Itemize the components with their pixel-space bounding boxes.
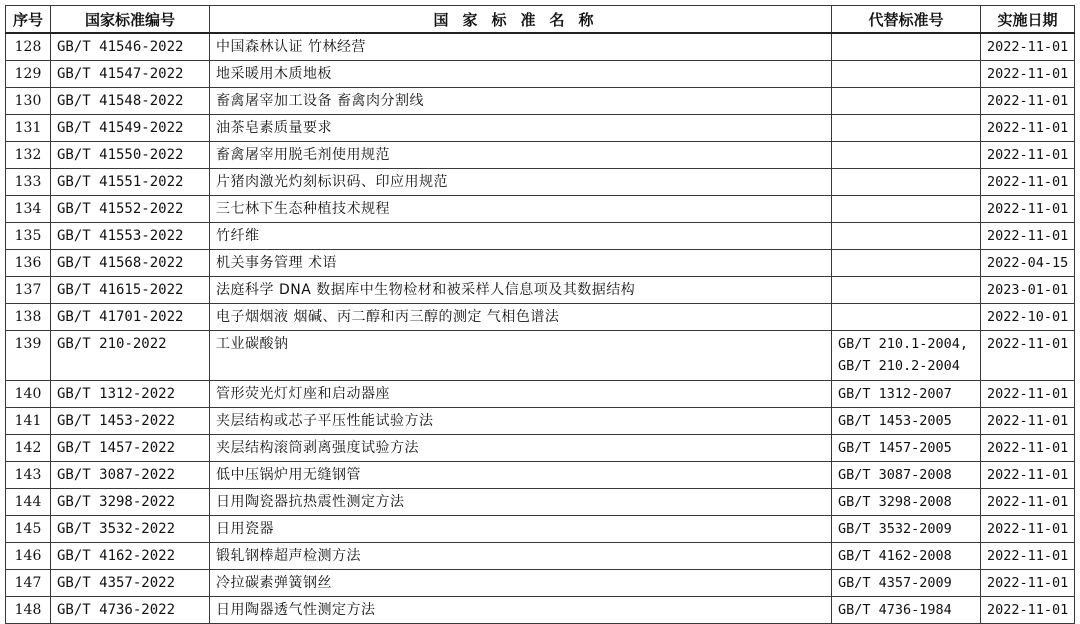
cell-standard-code: GB/T 41548-2022 [51, 88, 210, 115]
table-row [6, 33, 1075, 61]
cell-standard-code: GB/T 41551-2022 [51, 169, 210, 196]
cell-standard-name: 日用瓷器 [210, 516, 832, 543]
cell-implementation-date: 2022-11-01 [981, 115, 1075, 142]
cell-implementation-date: 2022-04-15 [981, 250, 1075, 277]
cell-standard-name: 三七林下生态种植技术规程 [210, 196, 832, 223]
cell-standard-name: 畜禽屠宰用脱毛剂使用规范 [210, 142, 832, 169]
cell-replaced-standard [832, 33, 981, 61]
cell-standard-name: 锻轧钢棒超声检测方法 [210, 543, 832, 570]
cell-seq: 133 [6, 169, 51, 196]
cell-standard-name: 夹层结构或芯子平压性能试验方法 [210, 408, 832, 435]
cell-implementation-date: 2022-11-01 [981, 570, 1075, 597]
header-replaced: 代替标准号 [832, 6, 981, 34]
cell-seq: 135 [6, 223, 51, 250]
table-row [6, 196, 1075, 223]
cell-implementation-date: 2022-11-01 [981, 516, 1075, 543]
table-row [6, 543, 1075, 570]
cell-standard-code: GB/T 41615-2022 [51, 277, 210, 304]
cell-standard-code: GB/T 41547-2022 [51, 61, 210, 88]
cell-replaced-standard [832, 331, 981, 381]
cell-implementation-date: 2022-11-01 [981, 331, 1075, 381]
cell-standard-code: GB/T 3087-2022 [51, 462, 210, 489]
replaced-standard-line: GB/T 4736-1984 [838, 602, 952, 618]
cell-standard-name: 管形荧光灯灯座和启动器座 [210, 381, 832, 408]
cell-seq: 147 [6, 570, 51, 597]
table-header [6, 6, 1075, 34]
cell-implementation-date: 2022-11-01 [981, 88, 1075, 115]
header-row [6, 6, 1075, 34]
cell-implementation-date: 2022-11-01 [981, 435, 1075, 462]
cell-standard-name: 电子烟烟液 烟碱、丙二醇和丙三醇的测定 气相色谱法 [210, 304, 832, 331]
cell-replaced-standard [832, 381, 981, 408]
cell-seq: 132 [6, 142, 51, 169]
cell-standard-code: GB/T 41549-2022 [51, 115, 210, 142]
cell-standard-code: GB/T 1457-2022 [51, 435, 210, 462]
cell-standard-name: 日用陶器透气性测定方法 [210, 597, 832, 624]
table-row [6, 597, 1075, 624]
cell-standard-code: GB/T 1312-2022 [51, 381, 210, 408]
table-row [6, 223, 1075, 250]
cell-standard-code: GB/T 41568-2022 [51, 250, 210, 277]
table-row [6, 331, 1075, 381]
cell-standard-code: GB/T 4736-2022 [51, 597, 210, 624]
cell-replaced-standard [832, 304, 981, 331]
cell-replaced-standard [832, 543, 981, 570]
table-row [6, 88, 1075, 115]
cell-seq: 136 [6, 250, 51, 277]
table-row [6, 516, 1075, 543]
cell-standard-name: 日用陶瓷器抗热震性测定方法 [210, 489, 832, 516]
cell-replaced-standard [832, 115, 981, 142]
cell-standard-code: GB/T 4162-2022 [51, 543, 210, 570]
cell-standard-code: GB/T 41553-2022 [51, 223, 210, 250]
table-row [6, 462, 1075, 489]
cell-seq: 128 [6, 33, 51, 61]
replaced-standard-line: GB/T 4162-2008 [838, 548, 952, 564]
replaced-standard-line: GB/T 1457-2005 [838, 440, 952, 456]
cell-seq: 134 [6, 196, 51, 223]
cell-standard-name: 片猪肉激光灼刻标识码、印应用规范 [210, 169, 832, 196]
cell-replaced-standard [832, 277, 981, 304]
table-row [6, 142, 1075, 169]
cell-implementation-date: 2022-11-01 [981, 462, 1075, 489]
cell-standard-name: 夹层结构滚筒剥离强度试验方法 [210, 435, 832, 462]
cell-replaced-standard [832, 570, 981, 597]
cell-standard-name: 法庭科学 DNA 数据库中生物检材和被采样人信息项及其数据结构 [210, 277, 832, 304]
table-body [6, 33, 1075, 624]
cell-seq: 141 [6, 408, 51, 435]
standards-table [5, 5, 1075, 624]
cell-standard-code: GB/T 4357-2022 [51, 570, 210, 597]
cell-standard-name: 工业碳酸钠 [210, 331, 832, 381]
cell-implementation-date: 2022-11-01 [981, 543, 1075, 570]
header-seq: 序号 [6, 6, 51, 34]
replaced-standard-line: GB/T 4357-2009 [838, 575, 952, 591]
replaced-standard-line: GB/T 3532-2009 [838, 521, 952, 537]
cell-implementation-date: 2022-11-01 [981, 142, 1075, 169]
cell-standard-name: 中国森林认证 竹林经营 [210, 33, 832, 61]
replaced-standard-line: GB/T 1312-2007 [838, 386, 952, 402]
cell-replaced-standard [832, 435, 981, 462]
cell-seq: 142 [6, 435, 51, 462]
cell-replaced-standard [832, 88, 981, 115]
cell-replaced-standard [832, 169, 981, 196]
cell-seq: 140 [6, 381, 51, 408]
table-row [6, 250, 1075, 277]
table-row [6, 408, 1075, 435]
cell-seq: 143 [6, 462, 51, 489]
cell-replaced-standard [832, 597, 981, 624]
table-row [6, 169, 1075, 196]
table-row [6, 304, 1075, 331]
cell-replaced-standard [832, 489, 981, 516]
cell-seq: 148 [6, 597, 51, 624]
cell-seq: 131 [6, 115, 51, 142]
cell-implementation-date: 2023-01-01 [981, 277, 1075, 304]
cell-standard-code: GB/T 41552-2022 [51, 196, 210, 223]
table-row [6, 489, 1075, 516]
table-row [6, 277, 1075, 304]
table-row [6, 570, 1075, 597]
table-row [6, 61, 1075, 88]
header-date: 实施日期 [981, 6, 1075, 34]
cell-implementation-date: 2022-11-01 [981, 489, 1075, 516]
cell-standard-name: 竹纤维 [210, 223, 832, 250]
cell-implementation-date: 2022-11-01 [981, 223, 1075, 250]
cell-implementation-date: 2022-11-01 [981, 408, 1075, 435]
cell-implementation-date: 2022-11-01 [981, 61, 1075, 88]
replaced-standard-line: GB/T 3298-2008 [838, 494, 952, 510]
cell-standard-code: GB/T 41701-2022 [51, 304, 210, 331]
cell-standard-code: GB/T 1453-2022 [51, 408, 210, 435]
cell-replaced-standard [832, 408, 981, 435]
cell-replaced-standard [832, 516, 981, 543]
replaced-standard-line: GB/T 3087-2008 [838, 467, 952, 483]
cell-seq: 144 [6, 489, 51, 516]
cell-replaced-standard [832, 142, 981, 169]
cell-implementation-date: 2022-11-01 [981, 381, 1075, 408]
cell-replaced-standard [832, 61, 981, 88]
cell-implementation-date: 2022-11-01 [981, 33, 1075, 61]
table-row [6, 381, 1075, 408]
table-row [6, 115, 1075, 142]
cell-standard-name: 冷拉碳素弹簧钢丝 [210, 570, 832, 597]
cell-standard-code: GB/T 41550-2022 [51, 142, 210, 169]
cell-implementation-date: 2022-11-01 [981, 169, 1075, 196]
cell-standard-code: GB/T 3298-2022 [51, 489, 210, 516]
replaced-standard-line: GB/T 210.1-2004, [838, 336, 969, 352]
header-name: 国家标准名称 [210, 6, 832, 34]
cell-standard-name: 机关事务管理 术语 [210, 250, 832, 277]
header-code: 国家标准编号 [51, 6, 210, 34]
cell-standard-code: GB/T 41546-2022 [51, 33, 210, 61]
cell-implementation-date: 2022-10-01 [981, 304, 1075, 331]
cell-standard-name: 油茶皂素质量要求 [210, 115, 832, 142]
cell-seq: 130 [6, 88, 51, 115]
cell-implementation-date: 2022-11-01 [981, 597, 1075, 624]
cell-standard-name: 地采暖用木质地板 [210, 61, 832, 88]
cell-standard-code: GB/T 210-2022 [51, 331, 210, 381]
cell-standard-name: 低中压锅炉用无缝钢管 [210, 462, 832, 489]
cell-standard-name: 畜禽屠宰加工设备 畜禽肉分割线 [210, 88, 832, 115]
table-row [6, 435, 1075, 462]
cell-replaced-standard [832, 462, 981, 489]
cell-seq: 139 [6, 331, 51, 381]
cell-standard-code: GB/T 3532-2022 [51, 516, 210, 543]
cell-seq: 137 [6, 277, 51, 304]
cell-replaced-standard [832, 223, 981, 250]
cell-replaced-standard [832, 250, 981, 277]
cell-replaced-standard [832, 196, 981, 223]
replaced-standard-line: GB/T 1453-2005 [838, 413, 952, 429]
cell-seq: 138 [6, 304, 51, 331]
replaced-standard-line: GB/T 210.2-2004 [838, 358, 960, 374]
cell-implementation-date: 2022-11-01 [981, 196, 1075, 223]
cell-seq: 146 [6, 543, 51, 570]
cell-seq: 129 [6, 61, 51, 88]
cell-seq: 145 [6, 516, 51, 543]
